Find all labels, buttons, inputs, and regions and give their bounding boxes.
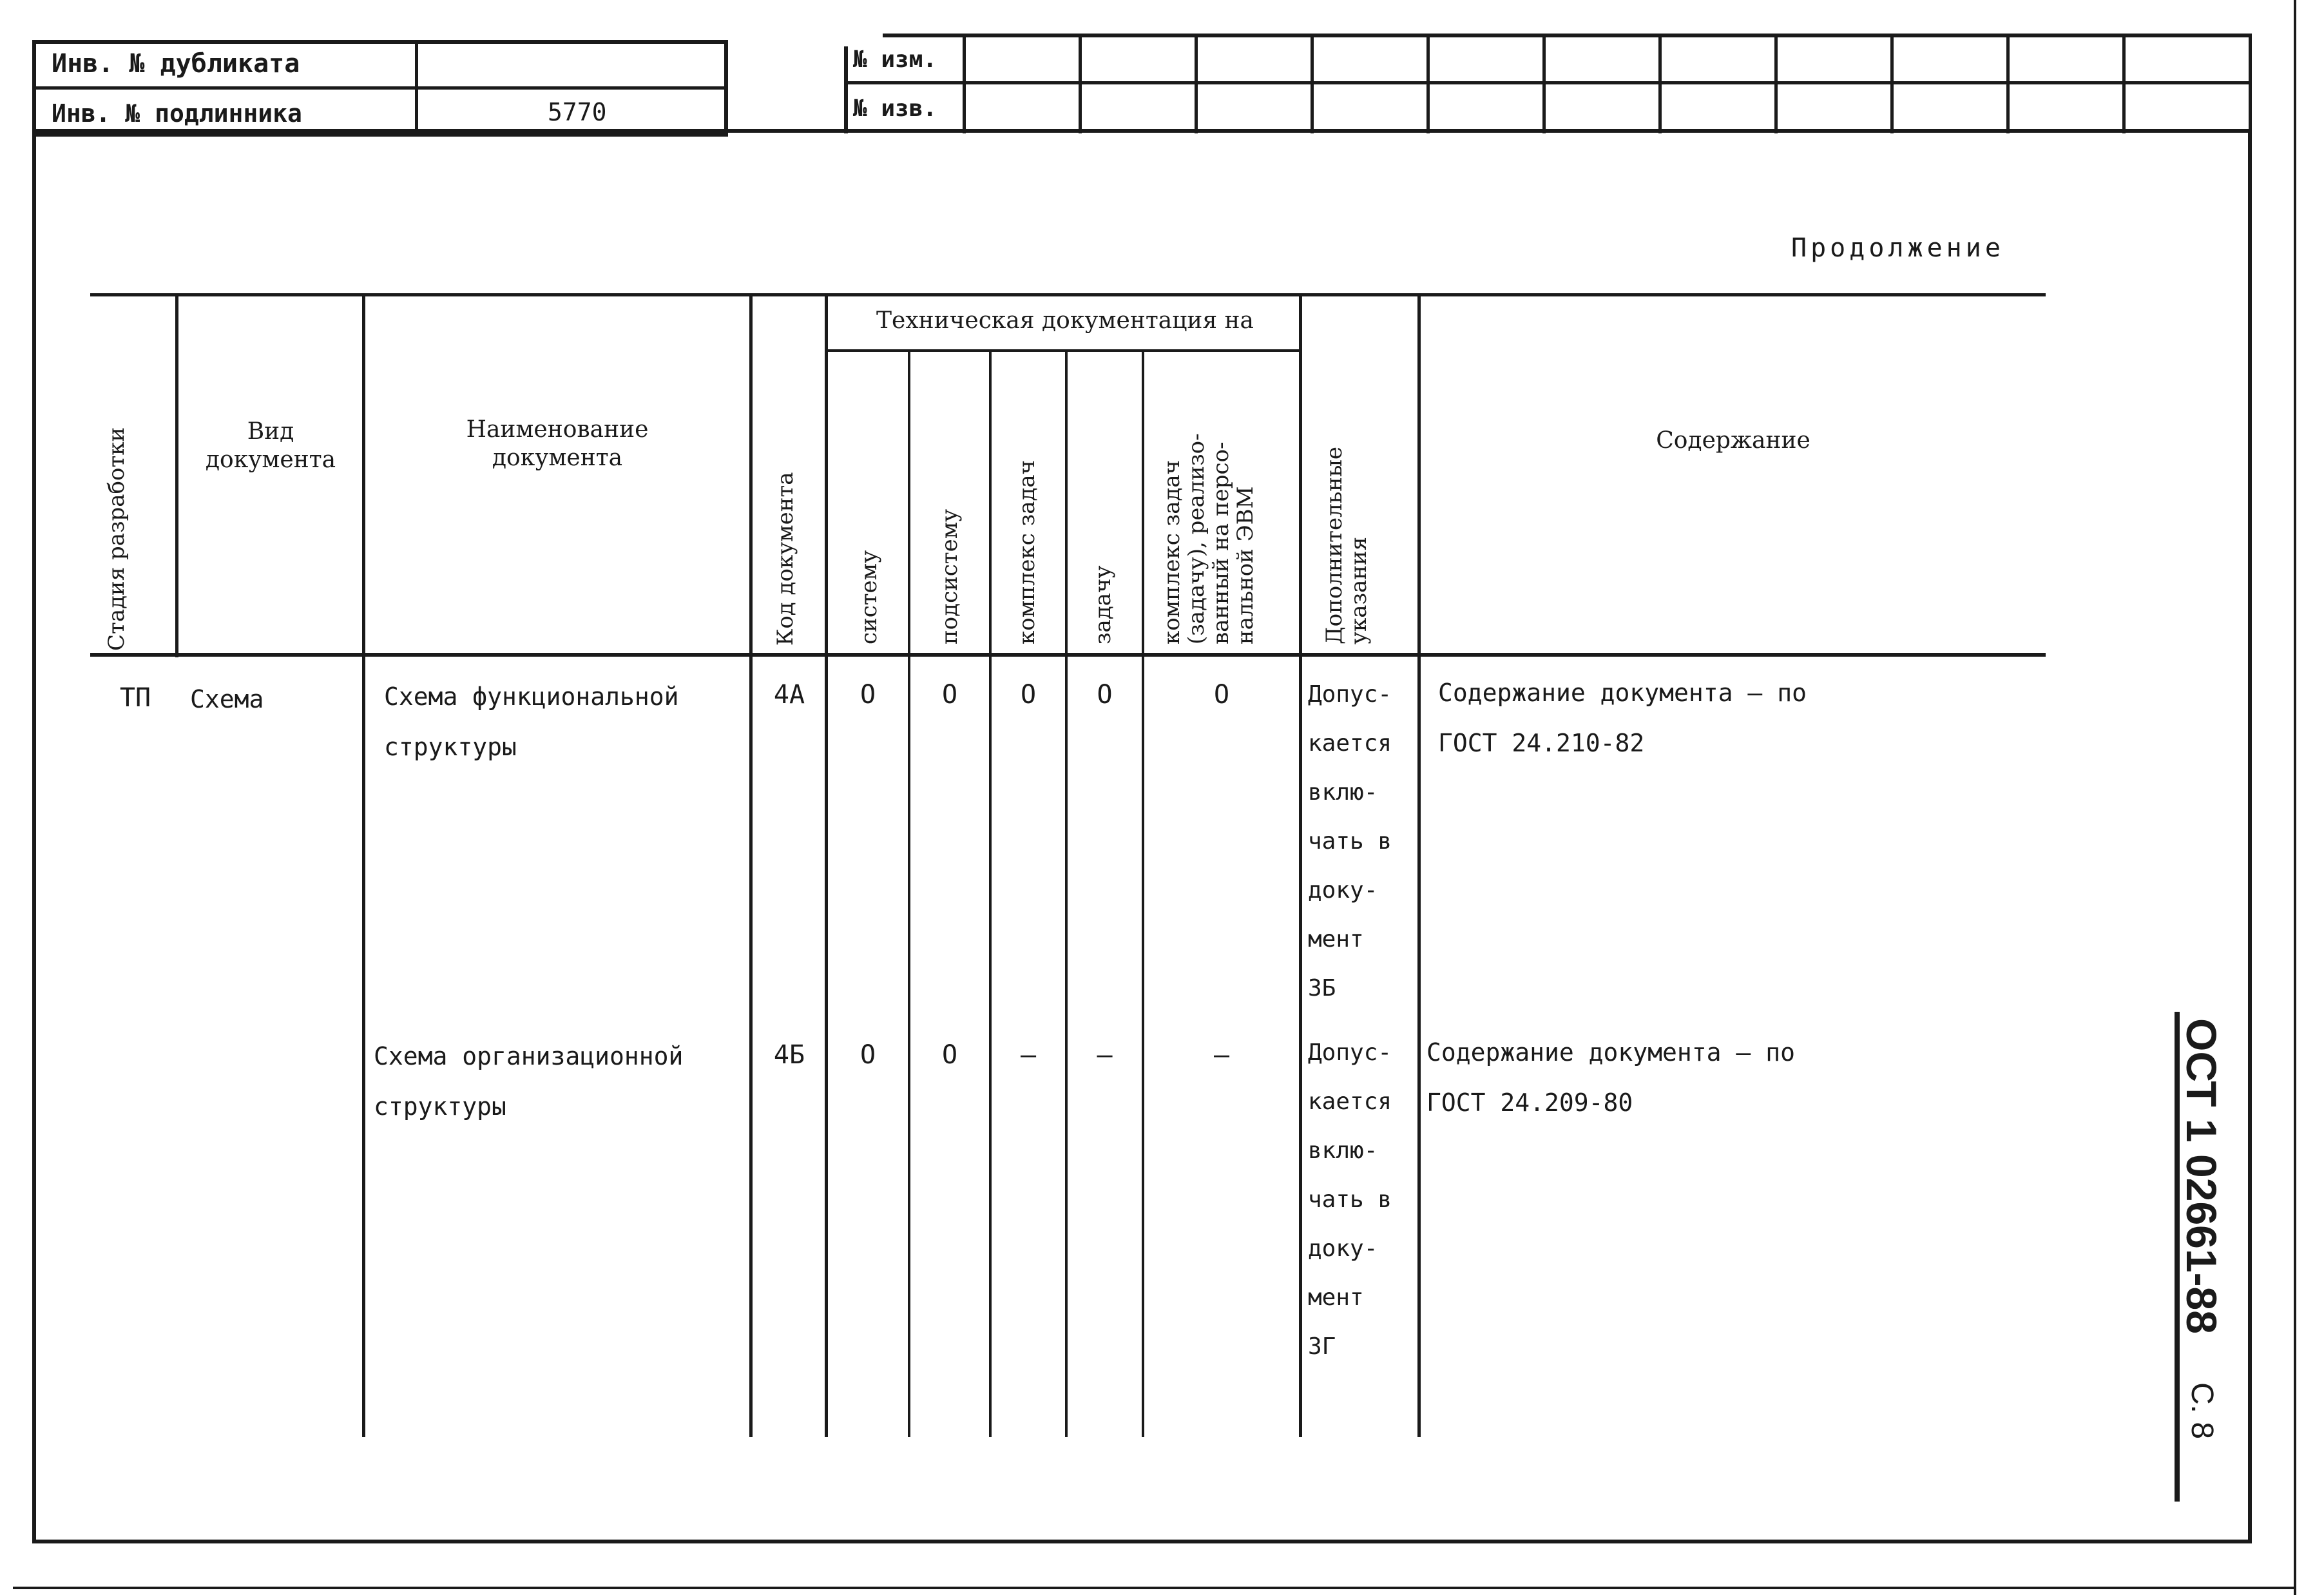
row1-content: Содержание документа – по ГОСТ 24.210-82 <box>1438 679 1807 757</box>
row2-subsystem: О <box>941 1040 958 1070</box>
original-inv-label: Инв. № подлинника <box>52 99 302 128</box>
col-rule-1 <box>175 296 178 657</box>
header-system: систему <box>856 550 882 644</box>
header-subsystem: подсистему <box>937 508 963 644</box>
original-inv-value: 5770 <box>548 98 607 126</box>
row1-stage: ТП <box>119 683 151 713</box>
col-rule-7 <box>1065 352 1068 1437</box>
row2-task-complex: – <box>1020 1040 1037 1070</box>
change-number-label: № изм. <box>853 46 937 73</box>
header-tech-doc: Техническая документация на <box>876 307 1254 334</box>
document-id: ОСТ 1 02661-88 <box>2178 1018 2225 1334</box>
row2-extra: Допус- кается вклю- чать в доку- мент 3Г <box>1308 1039 1392 1360</box>
col-rule-9 <box>1299 296 1302 1437</box>
row2-task: – <box>1097 1040 1113 1070</box>
row2-system: О <box>859 1040 876 1070</box>
header-pc-complex: комплекс задач (задачу), реализо- ванный на персо- нальной ЭВМ <box>1159 433 1258 644</box>
header-stage: Стадия разработки <box>104 427 130 651</box>
tech-doc-subrule <box>827 349 1301 352</box>
col-rule-2 <box>362 296 365 1437</box>
table-top-rule <box>90 293 2046 296</box>
col-rule-8 <box>1142 352 1144 1437</box>
col-rule-5 <box>908 352 910 1437</box>
header-bottom-rule <box>90 653 2046 657</box>
row1-extra: Допус- кается вклю- чать в доку- мент 3Б <box>1308 681 1392 1001</box>
page-number: С. 8 <box>2185 1382 2219 1440</box>
row1-system: О <box>859 680 876 710</box>
col-rule-6 <box>989 352 992 1437</box>
continuation-label: Продолжение <box>1791 233 2004 263</box>
header-content: Содержание <box>1656 427 1810 454</box>
row1-code: 4А <box>773 680 805 710</box>
row1-task: О <box>1097 680 1113 710</box>
row1-task-complex: О <box>1020 680 1037 710</box>
col-rule-3 <box>749 296 753 1437</box>
row1-pc-complex: О <box>1213 680 1230 710</box>
row2-code: 4Б <box>773 1040 805 1070</box>
header-task-complex: комплекс задач <box>1014 459 1040 644</box>
row2-doc-name: Схема организационной структуры <box>374 1042 684 1121</box>
row2-content: Содержание документа – по ГОСТ 24.209-80 <box>1426 1038 1795 1117</box>
row1-subsystem: О <box>941 680 958 710</box>
row2-pc-complex: – <box>1213 1040 1230 1070</box>
header-doc-name: Наименование документа <box>466 416 649 471</box>
notice-number-label: № изв. <box>853 95 937 122</box>
col-rule-4 <box>825 296 828 1437</box>
row1-doc-type: Схема <box>190 685 264 713</box>
row1-doc-name: Схема функциональной структуры <box>384 682 679 761</box>
header-task: задачу <box>1090 565 1116 644</box>
header-extra: Дополнительные указания <box>1321 446 1372 644</box>
header-doc-code: Код документа <box>773 472 798 646</box>
duplicate-inv-label: Инв. № дубликата <box>52 49 300 79</box>
col-rule-10 <box>1417 296 1421 1437</box>
header-doc-type: Вид документа <box>205 418 336 473</box>
